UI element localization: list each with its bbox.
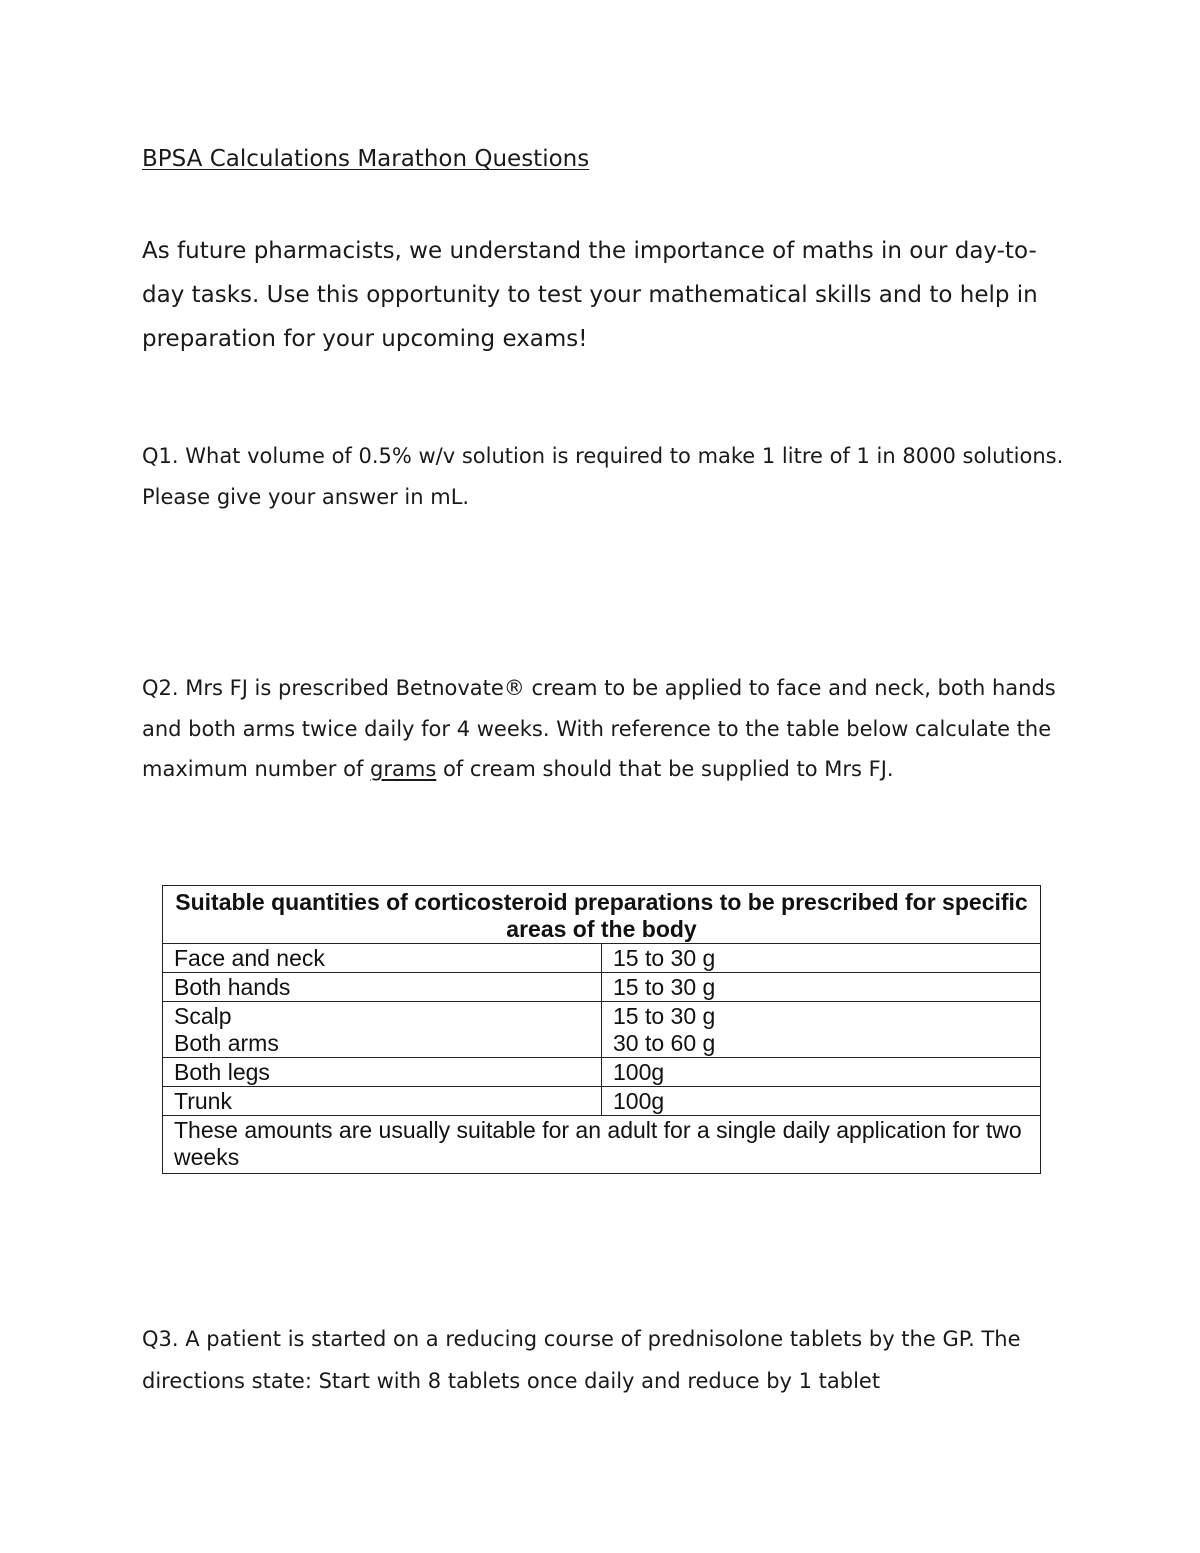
table-header: Suitable quantities of corticosteroid preparations to be prescribed for specific areas of the body bbox=[163, 886, 1041, 944]
document-title: BPSA Calculations Marathon Questions bbox=[142, 146, 590, 172]
table-row bbox=[163, 1058, 1041, 1087]
table-cell-area: Both hands bbox=[163, 973, 602, 1002]
table-header-row bbox=[163, 886, 1041, 944]
question-1-instruction: Please give your answer in mL. bbox=[142, 484, 470, 509]
table-cell-quantity: 15 to 30 g bbox=[602, 944, 1041, 973]
corticosteroid-quantities-table bbox=[162, 885, 1041, 1174]
question-2-underlined-word: grams bbox=[370, 757, 437, 781]
table-row bbox=[163, 1087, 1041, 1116]
question-2-text-start: Q2. Mrs FJ is prescribed Betnovate® cream to be applied to face and neck, both hands and both arms twice daily for 4 weeks. With reference to the table below calculate the maximum number of bbox=[142, 676, 1056, 781]
table-row bbox=[163, 973, 1041, 1002]
question-1-text: Q1. What volume of 0.5% w/v solution is required to make 1 litre of 1 in 8000 solutions. bbox=[142, 444, 1064, 468]
question-2-text bbox=[142, 668, 1072, 790]
table-row bbox=[163, 1002, 1041, 1058]
table-cell-quantity: 100g bbox=[602, 1058, 1041, 1087]
table-cell-quantity bbox=[602, 1002, 1041, 1058]
table-cell-quantity-line: 15 to 30 g bbox=[613, 1003, 716, 1029]
table-row bbox=[163, 944, 1041, 973]
table-cell-area: Both legs bbox=[163, 1058, 602, 1087]
table-footnote-row bbox=[163, 1116, 1041, 1174]
question-2-text-end: of cream should that be supplied to Mrs FJ. bbox=[436, 757, 894, 781]
table-cell-quantity: 15 to 30 g bbox=[602, 973, 1041, 1002]
table-cell-area: Face and neck bbox=[163, 944, 602, 973]
question-1 bbox=[142, 436, 1072, 517]
table-cell-quantity: 100g bbox=[602, 1087, 1041, 1116]
table-cell-quantity-line: 30 to 60 g bbox=[613, 1030, 716, 1056]
table-footnote: These amounts are usually suitable for an adult for a single daily application for two weeks bbox=[163, 1116, 1041, 1174]
table-cell-area: Trunk bbox=[163, 1087, 602, 1116]
intro-paragraph: As future pharmacists, we understand the importance of maths in our day-to-day tasks. Use this opportunity to test your mathematical skills and to help in preparation for your upcoming exams! bbox=[142, 238, 1038, 352]
table-cell-area bbox=[163, 1002, 602, 1058]
table-cell-area-line: Scalp bbox=[174, 1003, 232, 1029]
question-3 bbox=[142, 1318, 1072, 1402]
question-3-text: Q3. A patient is started on a reducing course of prednisolone tablets by the GP. The directions state: Start with 8 tablets once daily and reduce by 1 tablet bbox=[142, 1327, 1021, 1393]
question-2 bbox=[142, 668, 1072, 790]
table-cell-area-line: Both arms bbox=[174, 1030, 279, 1056]
